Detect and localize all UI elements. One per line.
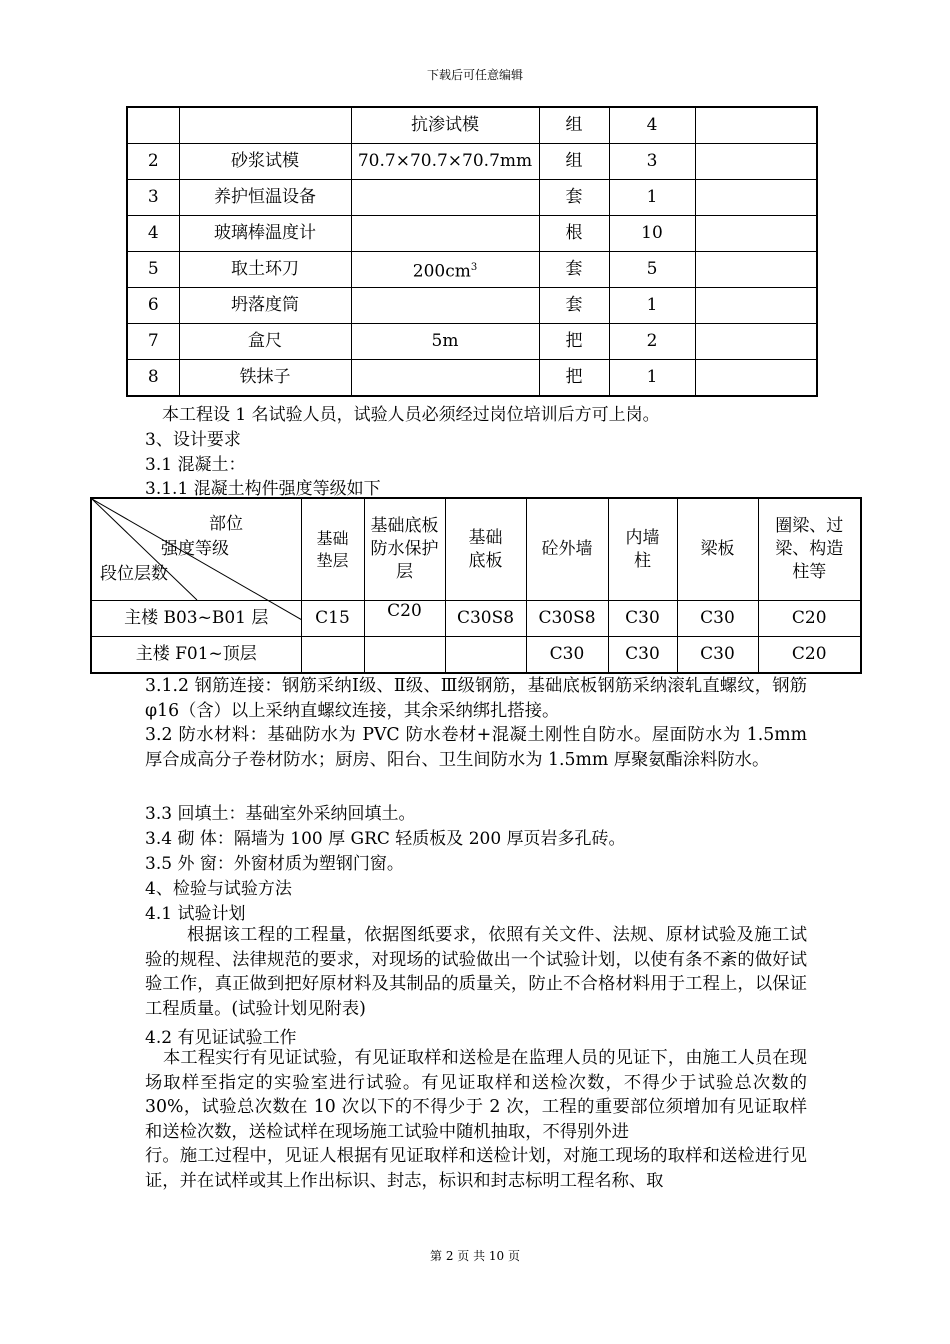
equipment-unit-cell: 套 [539,252,609,288]
equipment-row [127,252,817,288]
equipment-no-cell: 7 [127,324,179,360]
equipment-spec-cell: $200cm^3$ [351,252,539,288]
equipment-note-cell [695,180,817,216]
equipment-no-cell: 2 [127,144,179,180]
equipment-qty-cell: 4 [609,107,695,144]
staff-text: 本工程设 1 名试验人员，试验人员必须经过岗位培训后方可上岗。 [162,405,660,425]
grade-cell [301,637,364,674]
equipment-note-cell [695,360,817,397]
diag-label-top: 部位 [209,514,243,534]
grade-cell: C30 [677,601,758,637]
equipment-no-cell [127,107,179,144]
equipment-unit-cell: 组 [539,144,609,180]
equipment-qty-cell: 2 [609,324,695,360]
equipment-name-cell: 坍落度筒 [179,288,351,324]
grade-cell [445,637,526,674]
equipment-note-cell [695,144,817,180]
diagonal-header-cell [91,498,301,601]
equipment-no-cell: 4 [127,216,179,252]
equipment-row [127,107,817,144]
equipment-name-cell: 养护恒温设备 [179,180,351,216]
grade-cell: C20 [758,601,861,637]
grade-cell: C15 [301,601,364,637]
spec-superscript: 3 [470,261,478,273]
section-4-heading: 4、检验与试验方法 [145,879,292,899]
section-3-heading: 3、设计要求 [145,430,241,450]
col-header: 基础底板 [445,498,526,601]
equipment-spec-cell: 70.7×70.7×70.7mm [351,144,539,180]
col-header: 内墙柱 [608,498,677,601]
equipment-qty-cell: 10 [609,216,695,252]
grade-cell: C20 [364,601,445,637]
equipment-unit-cell: 根 [539,216,609,252]
section-3-1-2-text: 3.1.2 钢筋连接：钢筋采纳Ⅰ级、Ⅱ级、Ⅲ级钢筋，基础底板钢筋采纳滚轧直螺纹，钢筋 φ16（含）以上采纳直螺纹连接，其余采纳绑扎搭接。 [145,676,807,721]
row-label: 主楼 B03~B01 层 [91,601,301,637]
equipment-qty-cell: 5 [609,252,695,288]
col-header: 圈梁、过梁、构造柱等 [758,498,861,601]
col-header: 梁板 [677,498,758,601]
equipment-name-cell [179,107,351,144]
equipment-name-cell: 取土环刀 [179,252,351,288]
grade-cell [364,637,445,674]
equipment-name-cell: 铁抹子 [179,360,351,397]
equipment-no-cell: 6 [127,288,179,324]
grade-cell: C30 [608,637,677,674]
equipment-row [127,288,817,324]
section-3-2-text: 3.2 防水材料：基础防水为 PVC 防水卷材+混凝土刚性自防水。屋面防水为 1.5mm 厚合成高分子卷材防水；厨房、阳台、卫生间防水为 1.5mm 厚聚氨酯涂料防水。 [145,725,807,770]
section-4-1-text: 根据该工程的工程量，依据图纸要求，依照有关文件、法规、原材试验及施工试验的规程、法律规范的要求，对现场的试验做出一个试验计划，以使有条不紊的做好试验工作，真正做到把好原材料及其制品的质量关，防止不合格材料用于工程上，以保证工程质量。(试验计划见附表) [145,925,807,1019]
equipment-row [127,144,817,180]
section-3-5-text: 3.5 外 窗：外窗材质为塑钢门窗。 [145,854,404,874]
equipment-qty-cell: 1 [609,288,695,324]
row-label: 主楼 F01~顶层 [91,637,301,674]
equipment-qty-cell: 3 [609,144,695,180]
equipment-spec-cell: 5m [351,324,539,360]
equipment-name-cell: 玻璃棒温度计 [179,216,351,252]
page-footer: 第 2 页 共 10 页 [430,1249,520,1263]
diag-label-mid: 强度等级 [161,539,229,559]
grade-cell: C30S8 [445,601,526,637]
grade-cell: C20 [758,637,861,674]
equipment-table [126,106,818,397]
equipment-spec-cell: 抗渗试模 [351,107,539,144]
section-3-1-1-heading: 3.1.1 混凝土构件强度等级如下 [145,479,381,499]
section-3-3-text: 3.3 回填土：基础室外采纳回填土。 [145,804,416,824]
diag-label-bottom: 段位层数 [100,564,168,584]
col-header: 基础垫层 [301,498,364,601]
equipment-note-cell [695,324,817,360]
section-4-2-heading: 4.2 有见证试验工作 [145,1028,297,1048]
col-header: 砼外墙 [526,498,608,601]
equipment-no-cell: 8 [127,360,179,397]
section-4-2-text-a: 本工程实行有见证试验，有见证取样和送检是在监理人员的见证下，由施工人员在现场取样至指定的实验室进行试验。有见证取样和送检次数，不得少于试验总次数的 30%，试验总次数在 10 次以下的不得少于 2 次，工程的重要部位须增加有见证取样和送检次数，送检试样在现场施工试验中随机抽取，不得别外进 [145,1048,807,1142]
grade-cell: C30S8 [526,601,608,637]
equipment-note-cell [695,288,817,324]
equipment-spec-cell [351,180,539,216]
equipment-unit-cell: 把 [539,360,609,397]
equipment-name-cell: 盒尺 [179,324,351,360]
equipment-qty-cell: 1 [609,180,695,216]
equipment-row [127,324,817,360]
equipment-qty-cell: 1 [609,360,695,397]
section-4-1-heading: 4.1 试验计划 [145,904,246,924]
equipment-row [127,180,817,216]
equipment-unit-cell: 套 [539,288,609,324]
section-3-4-text: 3.4 砌 体：隔墙为 100 厚 GRC 轻质板及 200 厚页岩多孔砖。 [145,829,626,849]
equipment-spec-cell [351,360,539,397]
grade-cell: C30 [677,637,758,674]
page-header: 下载后可任意编辑 [426,68,523,82]
equipment-unit-cell: 把 [539,324,609,360]
equipment-note-cell [695,107,817,144]
equipment-no-cell: 3 [127,180,179,216]
equipment-unit-cell: 组 [539,107,609,144]
grade-cell: C30 [608,601,677,637]
concrete-grade-table [90,497,862,674]
equipment-row [127,360,817,397]
equipment-row [127,216,817,252]
grade-cell: C30 [526,637,608,674]
section-3-1-heading: 3.1 混凝土： [145,455,246,475]
equipment-note-cell [695,252,817,288]
equipment-unit-cell: 套 [539,180,609,216]
section-4-2-text-b: 行。施工过程中，见证人根据有见证取样和送检计划，对施工现场的取样和送检进行见证，并在试样或其上作出标识、封志，标识和封志标明工程名称、取 [145,1146,807,1191]
equipment-spec-cell [351,216,539,252]
col-header: 基础底板防水保护层 [364,498,445,601]
equipment-no-cell: 5 [127,252,179,288]
equipment-spec-cell [351,288,539,324]
equipment-note-cell [695,216,817,252]
equipment-name-cell: 砂浆试模 [179,144,351,180]
